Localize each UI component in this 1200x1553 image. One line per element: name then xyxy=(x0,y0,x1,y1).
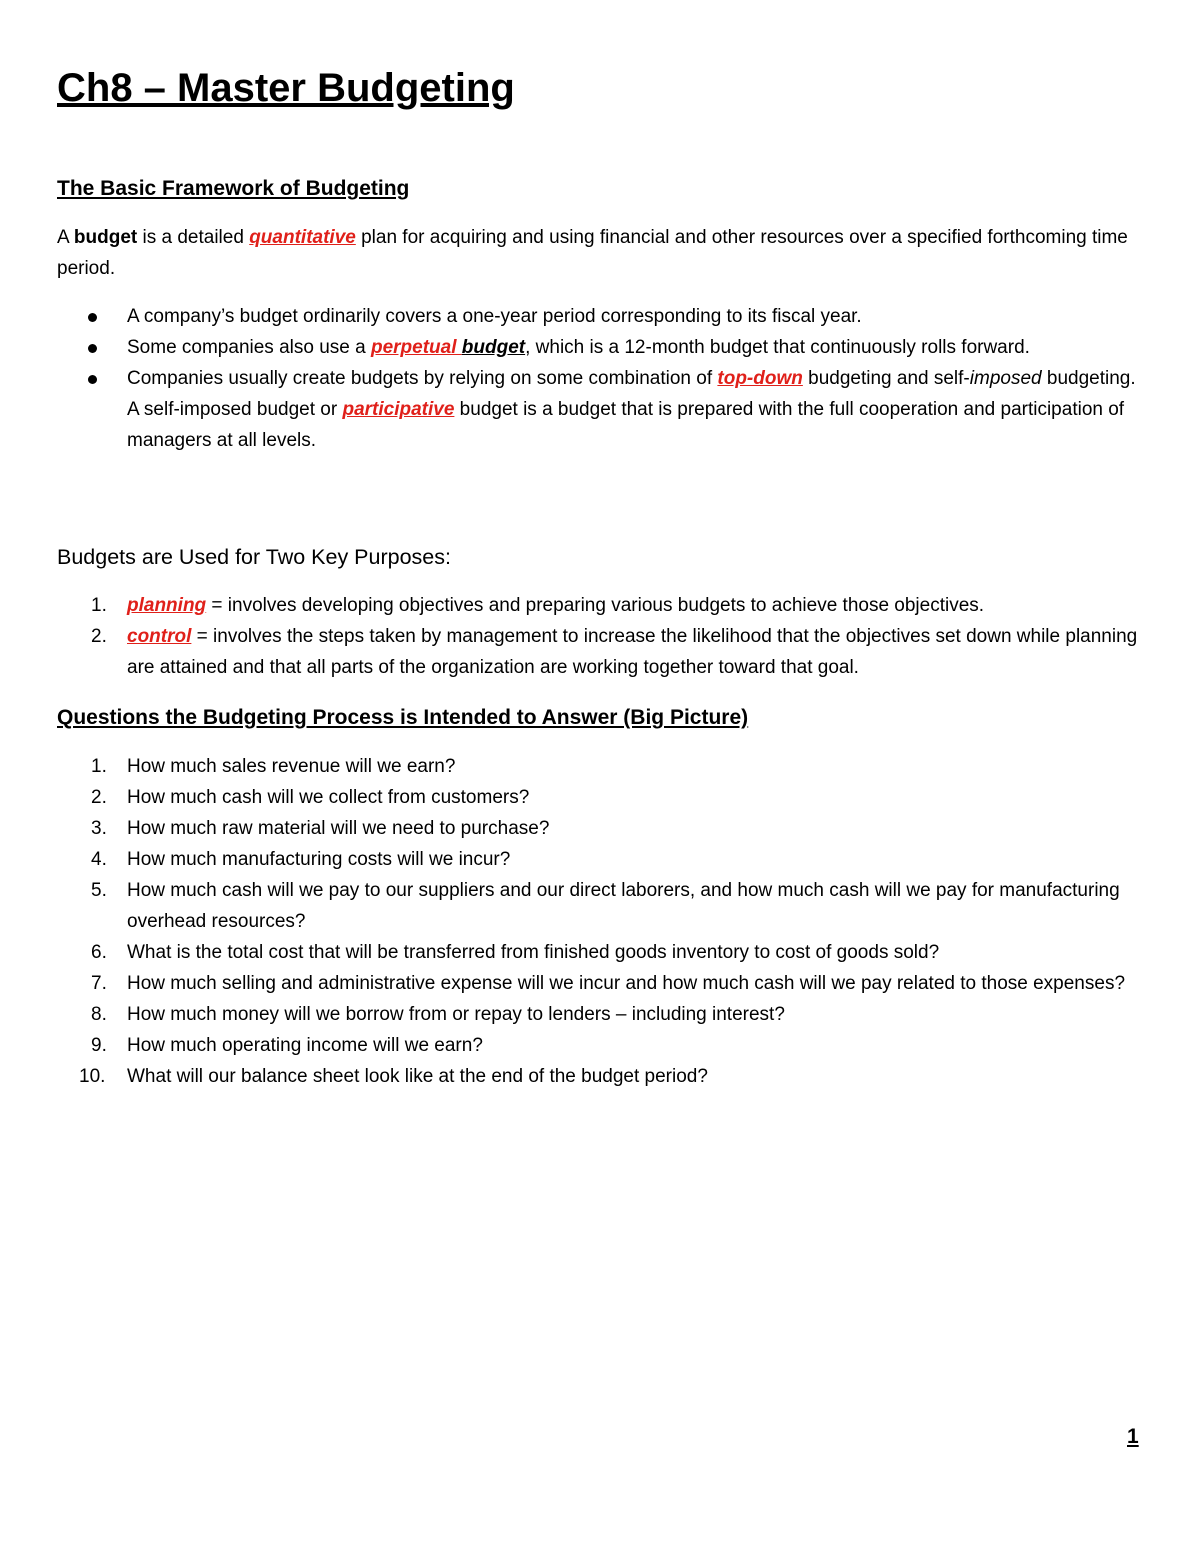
bullet-item xyxy=(57,332,1147,363)
bullet-marker xyxy=(88,313,97,322)
question-item xyxy=(57,751,1147,782)
keyword-control: control xyxy=(127,626,192,647)
item-number: 10. xyxy=(79,1066,106,1087)
item-number: 4. xyxy=(91,849,107,870)
question-item xyxy=(57,1061,1147,1092)
bullet-marker xyxy=(88,344,97,353)
text-run: , which is a 12-month budget that continuously rolls forward. xyxy=(525,337,1030,358)
section-heading-questions: Questions the Budgeting Process is Intended to Answer (Big Picture) xyxy=(57,706,749,729)
question-text: What is the total cost that will be transferred from finished goods inventory to cost of goods sold? xyxy=(127,942,940,963)
section-heading-framework: The Basic Framework of Budgeting xyxy=(57,177,410,200)
text-run: A company’s budget ordinarily covers a one-year period corresponding to its fiscal year. xyxy=(127,306,862,327)
item-number: 9. xyxy=(91,1035,107,1056)
page-number: 1 xyxy=(1127,1425,1139,1448)
question-item xyxy=(57,844,1147,875)
framework-bullet-list xyxy=(57,301,1147,456)
bullet-item xyxy=(57,301,1147,332)
text-run-italic: imposed xyxy=(969,368,1042,389)
bullet-item xyxy=(57,363,1147,456)
item-number: 1. xyxy=(91,756,107,777)
item-number: 8. xyxy=(91,1004,107,1025)
text-run: Some companies also use a xyxy=(127,337,371,358)
item-number: 6. xyxy=(91,942,107,963)
question-text: How much manufacturing costs will we incur? xyxy=(127,849,511,870)
keyword-planning: planning xyxy=(127,595,207,616)
text-run: plan for acquiring and using financial and other resources over a specified forthcoming time period. xyxy=(57,227,1128,279)
question-item xyxy=(57,968,1147,999)
text-run: = involves the steps taken by management to increase the likelihood that the objectives set down while planning are attained and that all parts of the organization are working together toward that goal. xyxy=(127,626,1138,678)
text-run: budgeting. A self-imposed budget or xyxy=(127,368,1136,420)
text-run: Companies usually create budgets by relying on some combination of xyxy=(127,368,718,389)
item-number: 3. xyxy=(91,818,107,839)
keyword-budget: budget xyxy=(461,337,526,358)
purpose-item xyxy=(57,621,1147,683)
bullet-marker xyxy=(88,375,97,384)
question-item xyxy=(57,1030,1147,1061)
question-item xyxy=(57,813,1147,844)
purpose-item xyxy=(57,590,1147,621)
term-budget: budget xyxy=(73,227,138,248)
question-text: What will our balance sheet look like at the end of the budget period? xyxy=(127,1066,708,1087)
section-heading-purposes: Budgets are Used for Two Key Purposes: xyxy=(57,545,451,569)
item-number: 1. xyxy=(91,595,107,616)
text-run: A xyxy=(57,227,74,248)
keyword-quantitative: quantitative xyxy=(249,227,356,248)
purposes-list xyxy=(57,590,1147,683)
item-number: 7. xyxy=(91,973,107,994)
question-text: How much sales revenue will we earn? xyxy=(127,756,456,777)
question-text: How much cash will we collect from customers? xyxy=(127,787,530,808)
keyword-participative: participative xyxy=(342,399,455,420)
question-text: How much selling and administrative expense will we incur and how much cash will we pay related to those expenses? xyxy=(127,973,1126,994)
item-number: 5. xyxy=(91,880,107,901)
question-text: How much raw material will we need to purchase? xyxy=(127,818,550,839)
question-item xyxy=(57,999,1147,1030)
page-title: Ch8 – Master Budgeting xyxy=(57,66,515,110)
question-text: How much operating income will we earn? xyxy=(127,1035,483,1056)
budget-definition xyxy=(57,222,1147,284)
item-number: 2. xyxy=(91,787,107,808)
question-text: How much cash will we pay to our suppliers and our direct laborers, and how much cash will we pay for manufacturing overhead resources? xyxy=(127,880,1120,932)
keyword-top-down: top-down xyxy=(717,368,803,389)
question-item xyxy=(57,875,1147,937)
text-run: = involves developing objectives and preparing various budgets to achieve those objectives. xyxy=(206,595,985,616)
text-run: budget is a budget that is prepared with the full cooperation and participation of managers at all levels. xyxy=(127,399,1125,451)
question-item xyxy=(57,782,1147,813)
text-run: budgeting and self- xyxy=(802,368,970,389)
text-run: is a detailed xyxy=(137,227,250,248)
question-text: How much money will we borrow from or repay to lenders – including interest? xyxy=(127,1004,785,1025)
item-number: 2. xyxy=(91,626,107,647)
keyword-perpetual: perpetual xyxy=(370,337,462,358)
questions-list xyxy=(57,751,1147,1092)
question-item xyxy=(57,937,1147,968)
